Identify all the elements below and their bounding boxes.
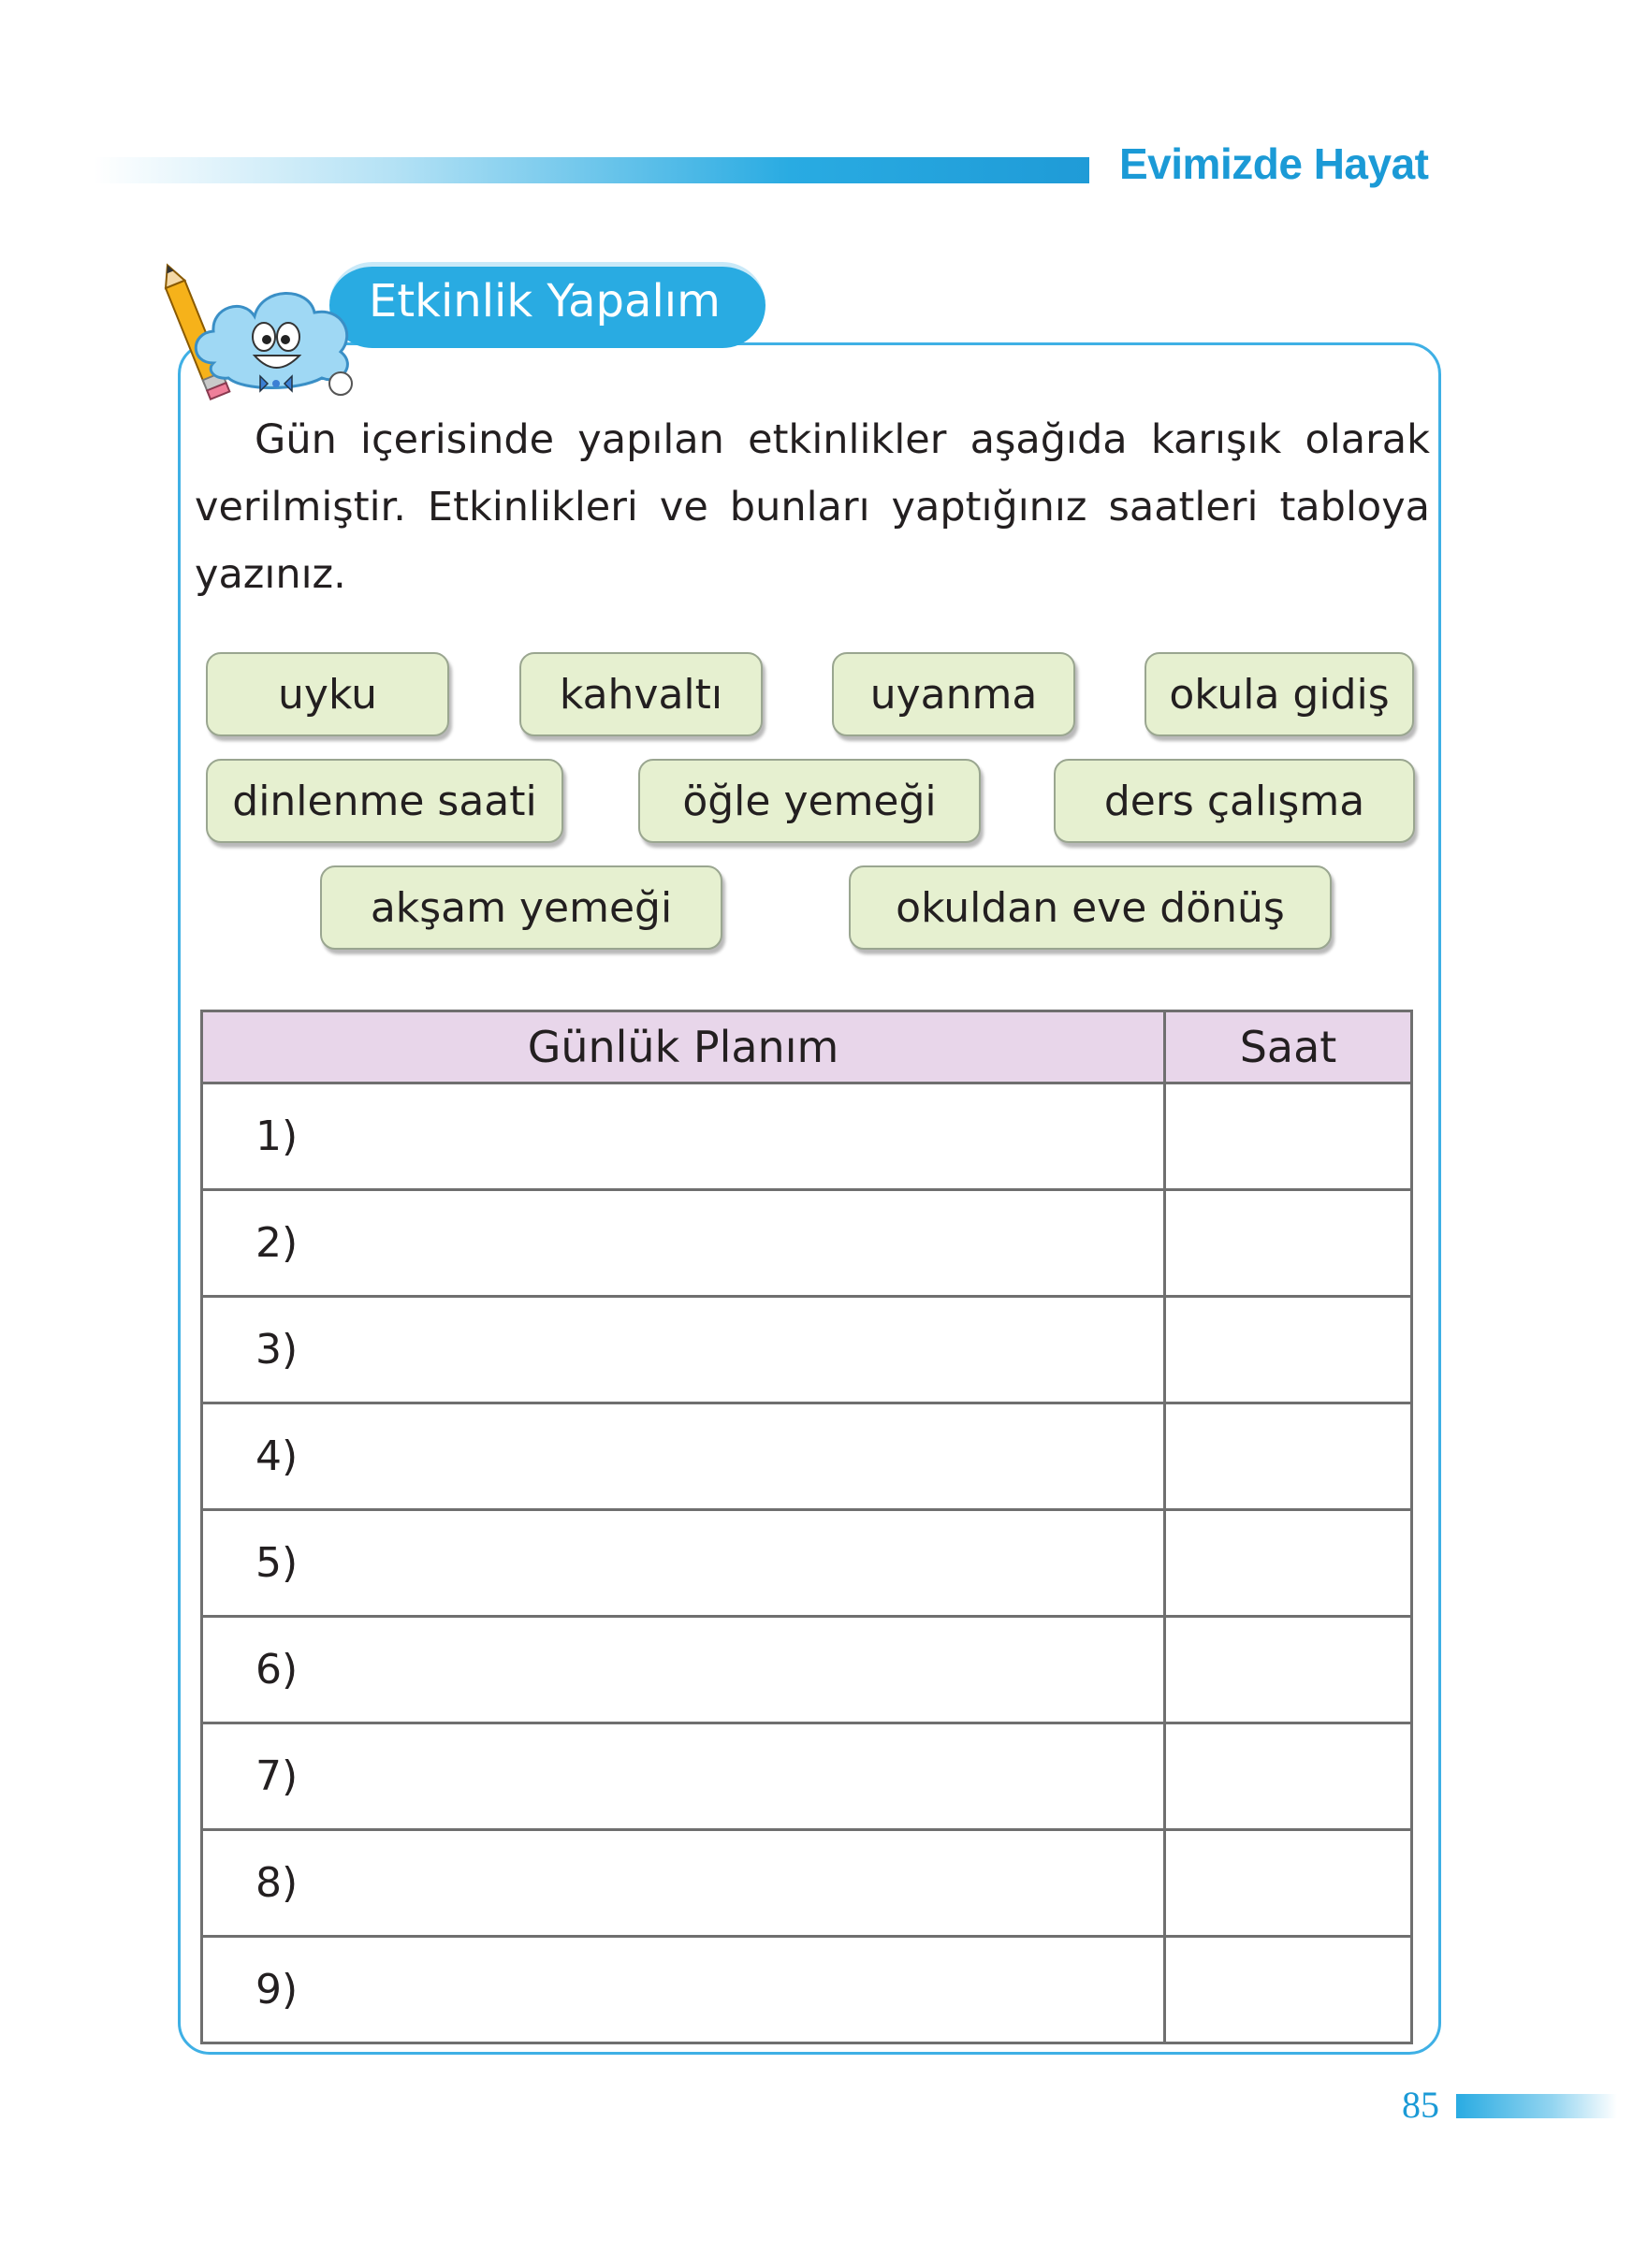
table-row xyxy=(202,1083,1412,1190)
plan-cell[interactable]: 3) xyxy=(202,1297,1165,1403)
activity-chip[interactable]: kahvaltı xyxy=(519,652,763,736)
plan-cell[interactable]: 5) xyxy=(202,1510,1165,1617)
activity-chip[interactable]: ders çalışma xyxy=(1054,759,1415,843)
time-cell[interactable] xyxy=(1165,1723,1412,1830)
table-row xyxy=(202,1830,1412,1937)
activity-chip[interactable]: uyku xyxy=(206,652,449,736)
table-row xyxy=(202,1723,1412,1830)
time-cell[interactable] xyxy=(1165,1403,1412,1510)
time-cell[interactable] xyxy=(1165,1937,1412,2043)
section-title: Evimizde Hayat xyxy=(1119,139,1429,188)
plan-cell[interactable]: 7) xyxy=(202,1723,1165,1830)
header-gradient-bar xyxy=(94,157,1089,183)
table-row xyxy=(202,1937,1412,2043)
time-cell[interactable] xyxy=(1165,1617,1412,1723)
time-cell[interactable] xyxy=(1165,1510,1412,1617)
plan-column-header: Günlük Planım xyxy=(202,1011,1165,1083)
time-cell[interactable] xyxy=(1165,1830,1412,1937)
table-row xyxy=(202,1190,1412,1297)
time-cell[interactable] xyxy=(1165,1297,1412,1403)
time-column-header: Saat xyxy=(1165,1011,1412,1083)
table-header-row xyxy=(202,1011,1412,1083)
plan-cell[interactable]: 1) xyxy=(202,1083,1165,1190)
page-number: 85 xyxy=(1402,2084,1439,2126)
activity-chip[interactable]: okula gidiş xyxy=(1145,652,1414,736)
table-row xyxy=(202,1617,1412,1723)
instructions-text: Gün içerisinde yapılan etkinlikler aşağıda karışık olarak verilmiştir. Etkinlikleri ve bunları yaptığınız saatleri tabloya yazınız. xyxy=(195,416,1430,598)
plan-cell[interactable]: 6) xyxy=(202,1617,1165,1723)
time-cell[interactable] xyxy=(1165,1083,1412,1190)
daily-plan-table xyxy=(200,1010,1413,2044)
activity-label: Etkinlik Yapalım xyxy=(369,275,721,327)
table-row xyxy=(202,1403,1412,1510)
activity-chip[interactable]: akşam yemeği xyxy=(320,865,722,950)
plan-cell[interactable]: 8) xyxy=(202,1830,1165,1937)
cloud-mascot-icon xyxy=(157,260,372,400)
table-row xyxy=(202,1510,1412,1617)
activity-chip[interactable]: dinlenme saati xyxy=(206,759,563,843)
table-row xyxy=(202,1297,1412,1403)
activity-chip[interactable]: öğle yemeği xyxy=(638,759,981,843)
plan-cell[interactable]: 4) xyxy=(202,1403,1165,1510)
activity-chip[interactable]: okuldan eve dönüş xyxy=(849,865,1332,950)
time-cell[interactable] xyxy=(1165,1190,1412,1297)
page-gradient-bar xyxy=(1456,2094,1617,2118)
plan-cell[interactable]: 9) xyxy=(202,1937,1165,2043)
activity-chip[interactable]: uyanma xyxy=(832,652,1075,736)
plan-cell[interactable]: 2) xyxy=(202,1190,1165,1297)
